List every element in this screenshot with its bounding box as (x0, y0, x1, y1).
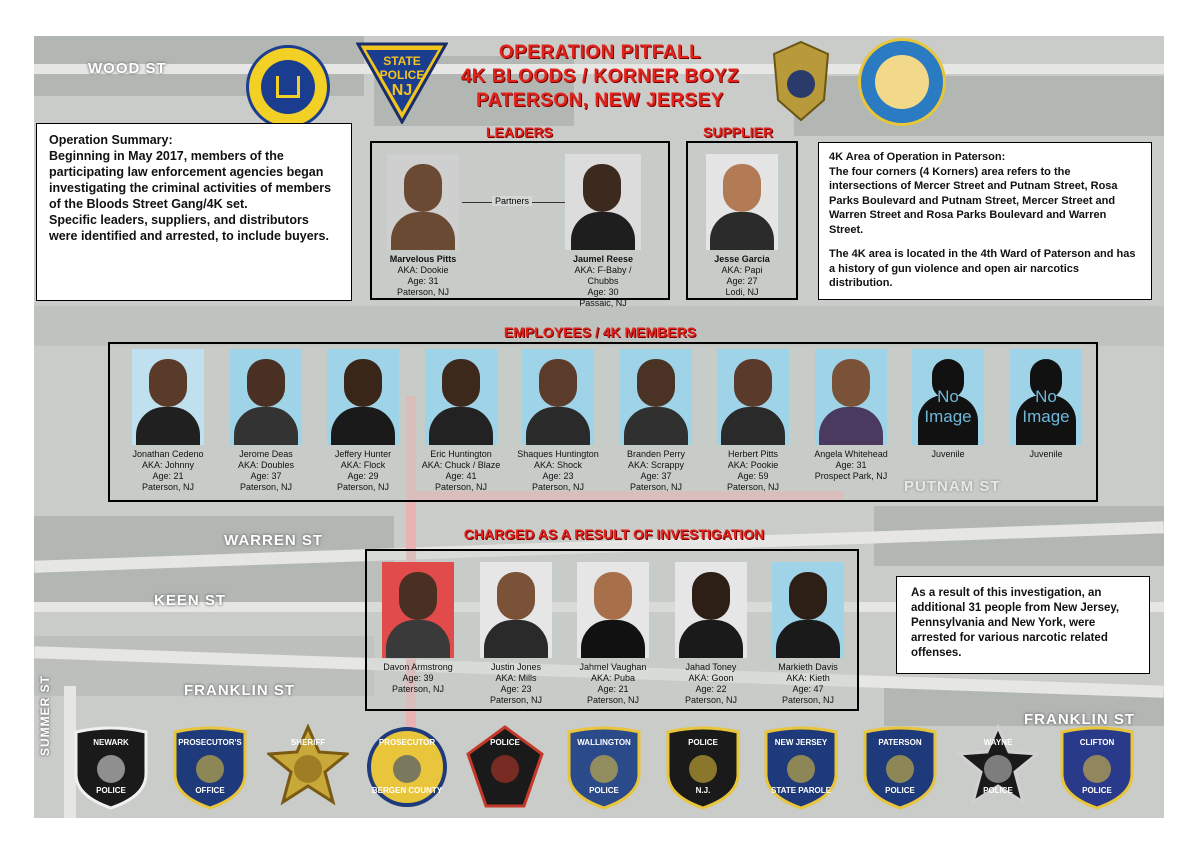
person-age: Age: 22 (695, 684, 727, 694)
shoulders (526, 407, 590, 445)
street-label: FRANKLIN ST (184, 682, 295, 699)
person-name: Jahmel Vaughan (579, 662, 647, 672)
badge-label-2: BERGEN COUNTY (371, 786, 443, 795)
mugshot-photo (480, 562, 552, 658)
shoulders (571, 212, 635, 250)
person-age: Paterson, NJ (391, 684, 445, 694)
leaders-title: LEADERS (486, 124, 553, 140)
person-age: Age: 59 (737, 471, 769, 481)
shoulders (331, 407, 395, 445)
badge-label-2: STATE PAROLE (771, 786, 831, 795)
supplier-title: SUPPLIER (703, 124, 774, 140)
face (247, 359, 285, 407)
person-city: Paterson, NJ (396, 287, 450, 297)
badge-shape (1056, 724, 1138, 810)
shoulders (581, 620, 645, 658)
person-age: Age: 27 (726, 276, 758, 286)
person-card (805, 349, 897, 482)
person-card (470, 562, 562, 706)
person-age: Prospect Park, NJ (814, 471, 888, 481)
agency-badge (267, 724, 349, 810)
title-line-1: OPERATION PITFALL (498, 42, 702, 63)
person-name: Herbert Pitts (727, 449, 778, 459)
agency-badge (859, 724, 941, 810)
street-label: PUTNAM ST (904, 478, 1001, 495)
face (692, 572, 730, 620)
mugshot-photo (577, 562, 649, 658)
shoulders (776, 620, 840, 658)
badge-shape (267, 724, 349, 810)
street-label: FRANKLIN ST (1024, 711, 1135, 728)
agency-badge (70, 724, 152, 810)
badge-label-2: OFFICE (195, 786, 225, 795)
person-city: Passaic, NJ (579, 298, 627, 308)
person-name: Jesse Garcia (714, 254, 770, 264)
badge-label-2: POLICE (983, 786, 1013, 795)
person-card (512, 349, 604, 493)
badge-label-2: POLICE (1082, 786, 1112, 795)
operation-summary-box (36, 123, 352, 301)
mugshot-photo (230, 349, 302, 445)
face (442, 359, 480, 407)
shoulders (429, 407, 493, 445)
mugshot-photo (327, 349, 399, 445)
person-name: Jahad Toney (685, 662, 737, 672)
face (583, 164, 621, 212)
agency-badge (662, 724, 744, 810)
agency-badge (957, 724, 1039, 810)
state-police-label: POLICE (379, 68, 425, 82)
badge-label: PROSECUTOR (378, 738, 436, 747)
badge-shape (760, 724, 842, 810)
person-name: Eric Huntington (430, 449, 492, 459)
shoulders (721, 407, 785, 445)
face (594, 572, 632, 620)
badge-label: WALLINGTON (577, 738, 631, 747)
person-city: Paterson, NJ (489, 695, 543, 705)
person-age: Age: 31 (407, 276, 439, 286)
person-city: Paterson, NJ (629, 482, 683, 492)
agency-badge (1056, 724, 1138, 810)
agency-badge (366, 724, 448, 810)
person-city: Paterson, NJ (684, 695, 738, 705)
face (399, 572, 437, 620)
no-image-line: Image (1022, 407, 1070, 426)
person-name: Branden Perry (626, 449, 686, 459)
employees-title: EMPLOYEES / 4K MEMBERS (503, 324, 697, 340)
shoulders (624, 407, 688, 445)
badge-label-2: POLICE (589, 786, 619, 795)
person-city: Paterson, NJ (726, 482, 780, 492)
no-image-line: Image (924, 407, 972, 426)
shoulders (819, 407, 883, 445)
person-aka: AKA: Doubles (237, 460, 295, 470)
person-card (415, 349, 507, 493)
no-image-line: No (937, 387, 959, 406)
person-age: Age: 21 (597, 684, 629, 694)
partners-label: Partners (492, 196, 532, 206)
no-image-label (1010, 387, 1082, 427)
badge-shape (70, 724, 152, 810)
face (637, 359, 675, 407)
shoulders (484, 620, 548, 658)
leader-card (558, 154, 648, 309)
supplier-card (704, 154, 780, 298)
person-age: Age: 29 (347, 471, 379, 481)
person-aka: AKA: Kieth (786, 673, 830, 683)
summary-body-2: Specific leaders, suppliers, and distributors were identified and arrested, to include buyers. (49, 213, 329, 243)
person-age: Age: 47 (792, 684, 824, 694)
face (723, 164, 761, 212)
mugshot-photo (522, 349, 594, 445)
badge-label: WAYNE (983, 738, 1013, 747)
agency-badge (760, 724, 842, 810)
area-of-operation-box (818, 142, 1152, 300)
person-city: Paterson, NJ (434, 482, 488, 492)
person-name: Juvenile (1029, 449, 1063, 459)
person-city: Paterson, NJ (141, 482, 195, 492)
person-age: Age: 23 (542, 471, 574, 481)
badge-shape (859, 724, 941, 810)
person-card (317, 349, 409, 493)
mugshot-photo (620, 349, 692, 445)
person-name: Davon Armstrong (383, 662, 453, 672)
badge-label: PATERSON (878, 738, 922, 747)
mugshot-photo (1010, 349, 1082, 445)
person-aka: AKA: Papi (721, 265, 763, 275)
person-card (372, 562, 464, 695)
mugshot-photo (706, 154, 778, 250)
street-label: SUMMER ST (38, 675, 52, 756)
badge-label: NEWARK (93, 738, 129, 747)
person-aka: AKA: Scrappy (627, 460, 685, 470)
face (497, 572, 535, 620)
summary-body: Beginning in May 2017, members of the participating law enforcement agencies began investigating the criminal activities of members of the Bloods Street Gang/4K set. (49, 149, 332, 211)
street-label: WARREN ST (224, 532, 323, 549)
area-body-2: The 4K area is located in the 4th Ward of Paterson and has a history of gun violence and open air narcotics distribution. (829, 248, 1136, 289)
mugshot-photo (772, 562, 844, 658)
person-aka: AKA: Chuck / Blaze (421, 460, 501, 470)
person-age: Age: 30 (587, 287, 619, 297)
person-aka: AKA: F-Baby / Chubbs (574, 265, 632, 286)
no-image-line: No (1035, 387, 1057, 406)
title-line-3: PATERSON, NEW JERSEY (476, 90, 724, 111)
mugshot-photo (675, 562, 747, 658)
person-card (902, 349, 994, 460)
badge-label-2: POLICE (885, 786, 915, 795)
face (789, 572, 827, 620)
person-city: Paterson, NJ (336, 482, 390, 492)
mugshot-photo (565, 154, 641, 250)
face (344, 359, 382, 407)
person-card (665, 562, 757, 706)
person-aka: AKA: Flock (340, 460, 386, 470)
area-heading: 4K Area of Operation in Paterson: (829, 151, 1006, 163)
person-name: Jonathan Cedeno (132, 449, 204, 459)
no-image-label (912, 387, 984, 427)
face (149, 359, 187, 407)
leader-card (386, 154, 460, 298)
person-card (122, 349, 214, 493)
person-aka: Age: 39 (402, 673, 434, 683)
result-box (896, 576, 1150, 674)
mugshot-photo (132, 349, 204, 445)
shoulders (679, 620, 743, 658)
badge-shape (957, 724, 1039, 810)
mugshot-photo (717, 349, 789, 445)
face (404, 164, 442, 212)
badge-label: SHERIFF (290, 738, 326, 747)
street-label: WOOD ST (88, 60, 167, 77)
person-city: Paterson, NJ (531, 482, 585, 492)
person-aka: AKA: Johnny (141, 460, 195, 470)
face (832, 359, 870, 407)
person-card (1000, 349, 1092, 460)
badge-label-2: N.J. (695, 786, 711, 795)
area-body: The four corners (4 Korners) area refers to the intersections of Mercer Street and Putnam Street, Rosa Parks Boulevard and Putnam Street, Mercer Street and Warren Street and Rosa Parks Boulevard and Warren Street. (829, 165, 1118, 236)
mugshot-photo (815, 349, 887, 445)
badge-label-2: POLICE (96, 786, 126, 795)
agency-badge (464, 724, 546, 810)
badge-shape (563, 724, 645, 810)
person-card (610, 349, 702, 493)
person-aka: AKA: Mills (495, 673, 537, 683)
person-name: Jerome Deas (239, 449, 293, 459)
street-label: KEEN ST (154, 592, 227, 609)
person-name: Angela Whitehead (814, 449, 888, 459)
badge-shape (464, 724, 546, 810)
badge-label: POLICE (490, 738, 520, 747)
shoulders (386, 620, 450, 658)
mugshot-photo (387, 154, 459, 250)
badge-shape (169, 724, 251, 810)
person-card (762, 562, 854, 706)
badge-label: CLIFTON (1079, 738, 1115, 747)
person-city: Lodi, NJ (725, 287, 759, 297)
agency-badge (563, 724, 645, 810)
person-age: Age: 23 (500, 684, 532, 694)
badge-shape (662, 724, 744, 810)
person-name: Juvenile (931, 449, 965, 459)
person-name: Shaques Huntington (517, 449, 599, 459)
title-line-2: 4K BLOODS / KORNER BOYZ (460, 66, 740, 87)
person-age: Age: 41 (445, 471, 477, 481)
person-name: Marvelous Pitts (389, 254, 457, 264)
person-age: Age: 37 (640, 471, 672, 481)
person-card (567, 562, 659, 706)
seal-inner (875, 55, 929, 109)
shoulders (234, 407, 298, 445)
badge-label: NEW JERSEY (774, 738, 828, 747)
badge-label: POLICE (688, 738, 718, 747)
person-city: Paterson, NJ (586, 695, 640, 705)
person-name: Jeffery Hunter (334, 449, 392, 459)
state-police-label: NJ (391, 82, 413, 99)
mugshot-photo (382, 562, 454, 658)
state-police-label: STATE (383, 54, 421, 68)
result-body: As a result of this investigation, an additional 31 people from New Jersey, Pennsylvania and New York, were arrested for various narcotic related offenses. (911, 587, 1120, 659)
agency-badge (169, 724, 251, 810)
person-city: Paterson, NJ (781, 695, 835, 705)
badge-label: PROSECUTOR'S (178, 738, 242, 747)
person-name: Jaumel Reese (572, 254, 634, 264)
person-card (220, 349, 312, 493)
mugshot-photo (912, 349, 984, 445)
summary-heading: Operation Summary: (49, 133, 173, 147)
charged-title: CHARGED AS A RESULT OF INVESTIGATION (463, 526, 765, 542)
shoulders (391, 212, 455, 250)
person-name: Markieth Davis (778, 662, 838, 672)
person-aka: AKA: Goon (688, 673, 734, 683)
hsi-badge (770, 40, 832, 122)
person-age: Age: 21 (152, 471, 184, 481)
person-city: Paterson, NJ (239, 482, 293, 492)
person-name: Justin Jones (490, 662, 542, 672)
person-card (707, 349, 799, 493)
face (734, 359, 772, 407)
criminal-justice-seal (858, 38, 946, 126)
person-aka: Age: 31 (835, 460, 867, 470)
person-aka: AKA: Pookie (727, 460, 779, 470)
person-aka: AKA: Dookie (397, 265, 449, 275)
person-age: Age: 37 (250, 471, 282, 481)
shoulders (136, 407, 200, 445)
person-aka: AKA: Shock (533, 460, 583, 470)
mugshot-photo (425, 349, 497, 445)
badge-shape (366, 724, 448, 810)
shoulders (710, 212, 774, 250)
person-aka: AKA: Puba (590, 673, 636, 683)
face (539, 359, 577, 407)
